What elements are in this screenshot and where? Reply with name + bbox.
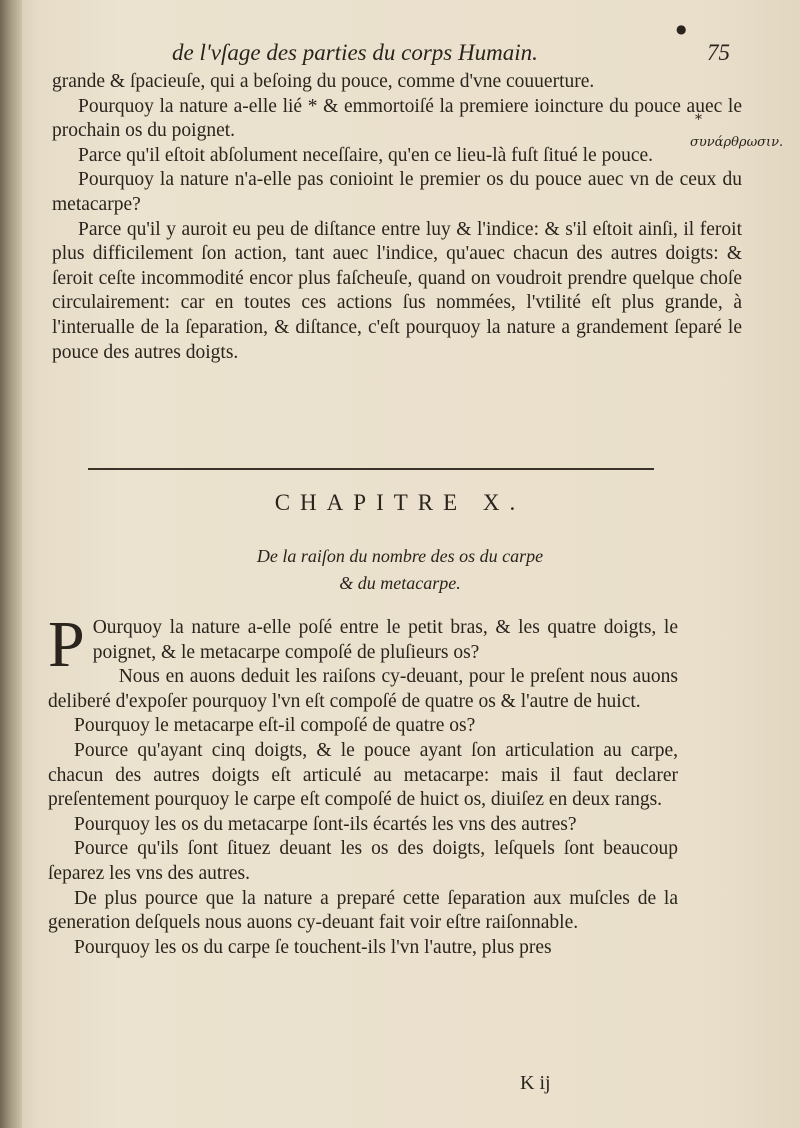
paragraph: Pourquoy la nature n'a-elle pas conioint le premier os du pouce auec vn de ceux du metacarpe? [52,169,742,215]
paragraph: Parce qu'il y auroit eu peu de diſtance entre luy & l'indice: & s'il eſtoit ainſi, il feroit plus difficilement ſon action, tant auec l'indice, qu'auec chacun des autres doigts: & ſeroit ceſte incommodité encor plus faſcheuſe, quand on voudroit prendre quelque choſe circulairement: car en toutes ces actions ſus nommées, l'vtilité eſt plus grande, à l'interualle de la ſeparation, & diſtance, c'eſt pourquoy la nature a grandement ſeparé le pouce des autres doigts. [52,218,742,363]
section-divider [88,468,654,470]
ink-mark: ● [676,22,687,36]
running-header [52,40,742,70]
chapter-body [48,608,678,960]
margin-note: συνάρθρωσιν. [690,135,784,150]
paragraph: Parce qu'il eſtoit abſolument neceſſaire, qu'en ce lieu-là fuſt ſitué le pouce. [78,144,654,166]
first-paragraph [48,608,678,681]
paragraph: De plus pource que la nature a preparé cette ſeparation aux muſcles de la generation deſquels nous auons cy-deuant fait voir eſtre raiſonnable. [48,887,678,934]
signature-mark: K ij [520,1072,551,1094]
paragraph: Pourquoy la nature a-elle lié * & emmortoiſé la premiere ioincture du pouce auec le prochain os du poignet. [52,95,742,142]
paragraph: Pourquoy les os du carpe ſe touchent-ils l'vn l'autre, plus pres [74,936,552,958]
running-title: de l'vſage des parties du corps Humain. [172,40,538,65]
first-paragraph-text: Ourquoy la nature a-elle poſé entre le petit bras, & les quatre doigts, le poignet, & le metacarpe compoſé de pluſieurs os? [92,617,678,663]
chapter-subtitle-line: & du metacarpe. [339,573,461,593]
chapter-subtitle-line: De la raiſon du nombre des os du carpe [256,546,544,566]
top-text-block [52,40,742,365]
paragraph: Pourquoy le metacarpe eſt-il compoſé de quatre os? [74,715,476,737]
paragraph: Pource qu'ayant cinq doigts, & le pouce ayant ſon articulation au carpe, chacun des autres doigts eſt articulé au metacarpe: mais il faut declarer preſentement pourquoy le carpe eſt compoſé de huict os, diuiſez en deux rangs. [48,739,678,811]
paragraph: grande & ſpacieuſe, qui a beſoing du pouce, comme d'vne couuerture. [52,71,595,92]
paragraph: Nous en auons deduit les raiſons cy-deuant, pour le preſent nous auons deliberé d'expoſer pourquoy l'vn eſt compoſé de quatre os & l'autre de huict. [48,666,678,712]
asterisk-mark-icon: * [695,112,702,128]
chapter-subtitle [180,543,620,597]
page-binding-shadow [0,0,22,1128]
paragraph: Pource qu'ils ſont ſituez deuant les os des doigts, leſquels ſont beaucoup ſeparez les vns des autres. [48,838,678,884]
drop-cap: P [48,608,85,681]
chapter-heading: CHAPITRE X. [274,490,526,515]
page-number: 75 [707,40,730,65]
paragraph: Pourquoy les os du metacarpe ſont-ils écartés les vns des autres? [74,813,577,835]
